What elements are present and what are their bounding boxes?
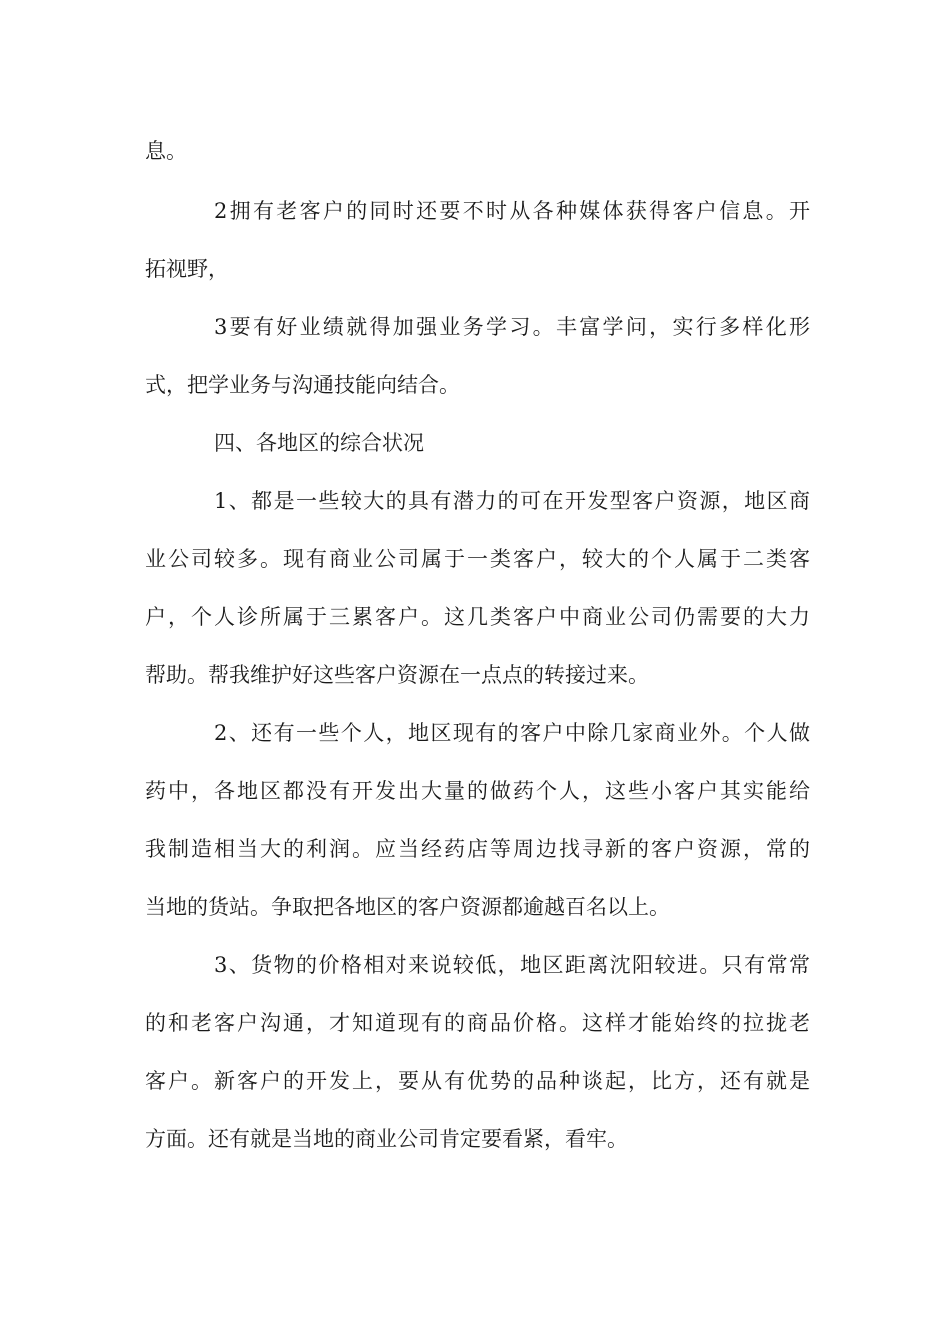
paragraph-line: 3要有好业绩就得加强业务学习。丰富学问，实行多样化形: [214, 315, 810, 339]
paragraph-line: 2、还有一些个人，地区现有的客户中除几家商业外。个人做: [214, 721, 810, 745]
paragraph-line: 1、都是一些较大的具有潜力的可在开发型客户资源，地区商: [214, 489, 810, 513]
paragraph-line: 方面。还有就是当地的商业公司肯定要看紧，看牢。: [145, 1127, 628, 1151]
paragraph-line: 2拥有老客户的同时还要不时从各种媒体获得客户信息。开: [214, 199, 810, 223]
paragraph-line: 帮助。帮我维护好这些客户资源在一点点的转接过来。: [145, 663, 649, 687]
paragraph-line: 息。: [145, 139, 187, 163]
paragraph-line: 客户。新客户的开发上，要从有优势的品种谈起，比方，还有就是: [145, 1069, 810, 1093]
paragraph-line: 业公司较多。现有商业公司属于一类客户，较大的个人属于二类客: [145, 547, 810, 571]
paragraph-line: 我制造相当大的利润。应当经药店等周边找寻新的客户资源，常的: [145, 837, 810, 861]
paragraph-line: 药中，各地区都没有开发出大量的做药个人，这些小客户其实能给: [145, 779, 810, 803]
paragraph-line: 拓视野，: [145, 257, 229, 281]
paragraph-line: 户，个人诊所属于三累客户。这几类客户中商业公司仍需要的大力: [145, 605, 810, 629]
paragraph-line: 式，把学业务与沟通技能向结合。: [145, 373, 460, 397]
paragraph-line: 当地的货站。争取把各地区的客户资源都逾越百名以上。: [145, 895, 670, 919]
paragraph-line: 的和老客户沟通，才知道现有的商品价格。这样才能始终的拉拢老: [145, 1011, 810, 1035]
paragraph-line: 3、货物的价格相对来说较低，地区距离沈阳较进。只有常常: [214, 953, 810, 977]
section-heading: 四、各地区的综合状况: [214, 431, 424, 455]
